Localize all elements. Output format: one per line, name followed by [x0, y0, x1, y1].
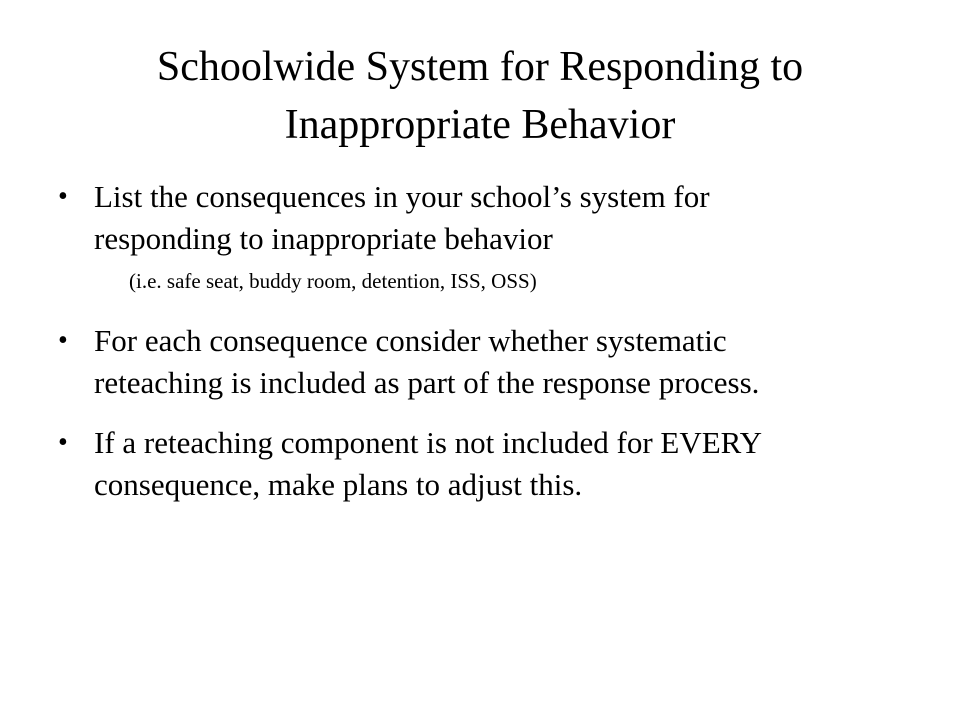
slide-title — [60, 38, 900, 154]
bullet-text-line: For each consequence consider whether systematic — [94, 323, 727, 358]
bullet-text-line: responding to inappropriate behavior — [94, 221, 553, 256]
bullet-list — [58, 176, 918, 506]
bullet-item — [58, 422, 918, 506]
bullet-text-line: List the consequences in your school’s system for — [94, 179, 710, 214]
bullet-text-line: reteaching is included as part of the response process. — [94, 365, 760, 400]
bullet-item — [58, 176, 918, 298]
bullet-text-line: consequence, make plans to adjust this. — [94, 467, 583, 502]
bullet-sub-note: (i.e. safe seat, buddy room, detention, ISS, OSS) — [129, 269, 537, 293]
bullet-dot-icon: • — [58, 427, 68, 458]
title-line-1: Schoolwide System for Responding to — [156, 44, 804, 90]
bullet-item — [58, 320, 918, 404]
title-line-2: Inappropriate Behavior — [284, 102, 676, 148]
bullet-dot-icon: • — [58, 325, 68, 356]
bullet-dot-icon: • — [58, 181, 68, 212]
bullet-text-line: If a reteaching component is not included for EVERY — [94, 425, 763, 460]
